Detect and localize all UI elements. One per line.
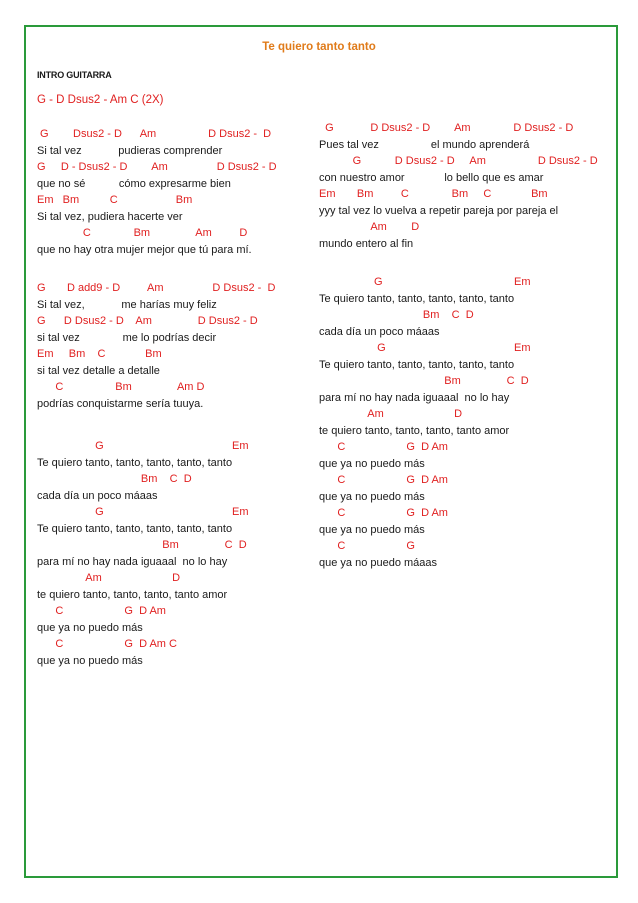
lyric-line: que no sé cómo expresarme bien [37,177,231,190]
lyric-line: si tal vez detalle a detalle [37,364,160,377]
lyric-line: con nuestro amor lo bello que es amar [319,171,544,184]
lyric-line: que no hay otra mujer mejor que tú para mí. [37,243,252,256]
lyric-line: mundo entero al fin [319,237,414,250]
chord-line: C Bm Am D [37,227,248,239]
intro-label: INTRO GUITARRA [37,70,112,80]
lyric-line: Si tal vez, pudiera hacerte ver [37,210,183,223]
lyric-line: cada día un poco máaas [37,489,158,502]
chord-line: G D - Dsus2 - D Am D Dsus2 - D [37,161,277,173]
lyric-line: si tal vez me lo podrías decir [37,331,217,344]
chord-line: Bm C D [319,309,474,321]
chord-line: G D Dsus2 - D Am D Dsus2 - D [319,155,598,167]
lyric-line: que ya no puedo más [319,523,425,536]
chord-line: Bm C D [37,539,247,551]
chord-line: C G D Am [319,474,448,486]
verse-block [319,274,619,571]
lyric-line: te quiero tanto, tanto, tanto, tanto amor [319,424,510,437]
chord-line: C Bm Am D [37,381,205,393]
chord-line: Am D [319,221,420,233]
lyric-line: que ya no puedo más [319,457,425,470]
chord-line: C G D Am [319,441,448,453]
chord-line: C G [319,540,415,552]
chord-line: G Em [37,440,249,452]
chord-line: Em Bm C Bm C Bm [319,188,548,200]
chord-line: C G D Am [319,507,448,519]
chord-line: Bm C D [319,375,529,387]
chord-line: C G D Am [37,605,166,617]
verse-block [319,120,619,252]
chord-line: G Em [319,342,531,354]
chord-line: Em Bm C Bm [37,194,193,206]
lyric-line: Pues tal vez el mundo aprenderá [319,138,530,151]
lyric-line: que ya no puedo máaas [319,556,438,569]
song-title: Te quiero tanto tanto [262,41,376,53]
lyric-line: que ya no puedo más [37,654,143,667]
chord-line: Am D [37,572,181,584]
chord-line: G Em [319,276,531,288]
lyric-line: Te quiero tanto, tanto, tanto, tanto, tanto [37,522,233,535]
lyric-line: que ya no puedo más [319,490,425,503]
chord-line: G D Dsus2 - D Am D Dsus2 - D [37,315,258,327]
lyric-line: cada día un poco máaas [319,325,440,338]
chord-line: Am D [319,408,463,420]
right-column [319,120,619,571]
verse-block [37,438,307,669]
verse-block [37,280,307,412]
chord-line: G D Dsus2 - D Am D Dsus2 - D [319,122,574,134]
verse-block [37,126,307,258]
lyric-line: yyy tal vez lo vuelva a repetir pareja por pareja el [319,204,559,217]
chord-line: G D add9 - D Am D Dsus2 - D [37,282,276,294]
lyric-line: Si tal vez, me harías muy feliz [37,298,217,311]
intro-chords: G - D Dsus2 - Am C (2X) [37,94,164,106]
chord-line: G Dsus2 - D Am D Dsus2 - D [37,128,272,140]
chord-line: Em Bm C Bm [37,348,162,360]
chord-line: G Em [37,506,249,518]
lyric-line: para mí no hay nada iguaaal no lo hay [37,555,228,568]
lyric-line: para mí no hay nada iguaaal no lo hay [319,391,510,404]
chord-line: Bm C D [37,473,192,485]
lyric-line: Te quiero tanto, tanto, tanto, tanto, tanto [319,292,515,305]
lyric-line: Te quiero tanto, tanto, tanto, tanto, tanto [37,456,233,469]
lyric-line: Si tal vez pudieras comprender [37,144,223,157]
lyric-line: podrías conquistarme sería tuuya. [37,397,204,410]
left-column [37,126,307,669]
chord-line: C G D Am C [37,638,177,650]
lyric-line: Te quiero tanto, tanto, tanto, tanto, tanto [319,358,515,371]
lyric-line: que ya no puedo más [37,621,143,634]
lyric-line: te quiero tanto, tanto, tanto, tanto amor [37,588,228,601]
